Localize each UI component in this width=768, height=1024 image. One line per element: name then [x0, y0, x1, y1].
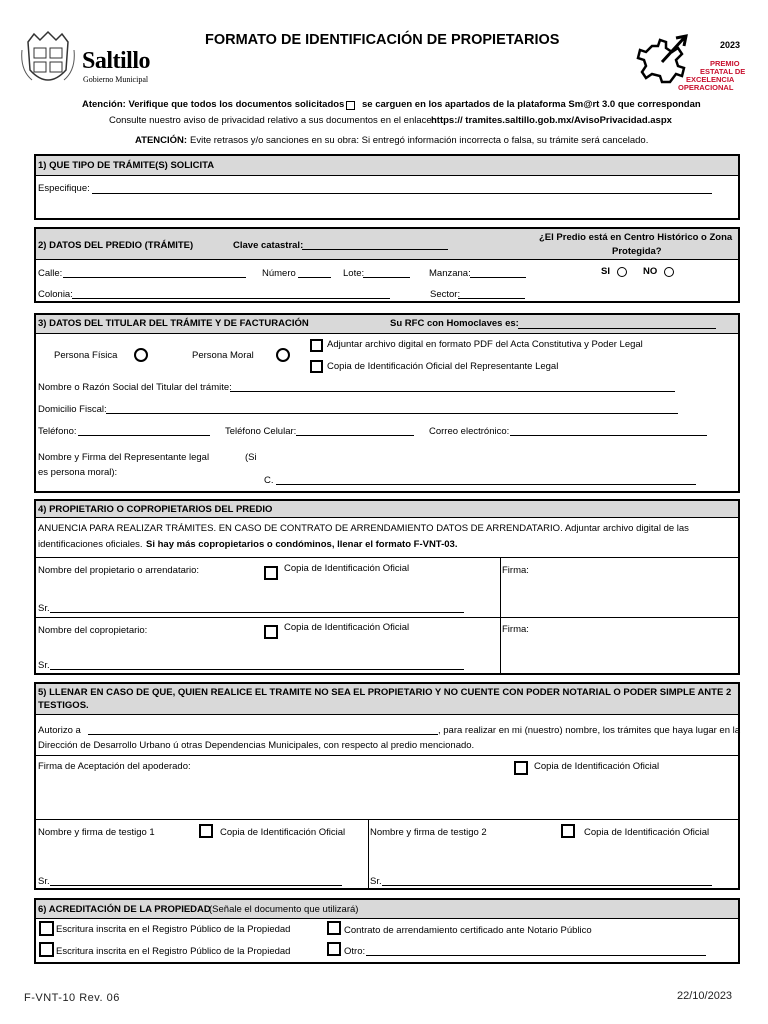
escritura-2-checkbox[interactable]	[39, 942, 54, 957]
persona-fisica-radio[interactable]	[134, 348, 148, 362]
direccion-text: Dirección de Desarrollo Urbano ú otras Dependencias Municipales, con respecto al predio mencionado.	[38, 740, 475, 751]
lote-label: Lote:	[343, 268, 365, 279]
correo-label: Correo electrónico:	[429, 426, 510, 437]
firma-apoderado-label: Firma de Aceptación del apoderado:	[38, 761, 191, 772]
section-4	[34, 499, 740, 675]
autorizo-field[interactable]	[88, 734, 438, 735]
representante-si: (Si	[245, 452, 257, 463]
testigo-2-field[interactable]	[382, 885, 712, 886]
otro-checkbox[interactable]	[327, 942, 341, 956]
propietario-sr: Sr.	[38, 603, 50, 614]
copropietario-label: Nombre del copropietario:	[38, 625, 148, 636]
centro-question-2: Protegida?	[612, 246, 662, 257]
notice-2a: Consulte nuestro aviso de privacidad relativo a sus documentos en el enlace:	[109, 115, 435, 126]
nombre-titular-field[interactable]	[230, 391, 675, 392]
especifique-label: Especifique:	[38, 183, 90, 194]
numero-field[interactable]	[298, 277, 331, 278]
form-code: F-VNT-10 Rev. 06	[24, 992, 120, 1004]
saltillo-logo	[20, 30, 180, 90]
celular-label: Teléfono Celular:	[225, 426, 297, 437]
telefono-field[interactable]	[78, 435, 210, 436]
acta-constitutiva-label: Adjuntar archivo digital en formato PDF del Acta Constitutiva y Poder Legal	[327, 339, 643, 350]
form-date: 22/10/2023	[677, 990, 733, 1002]
apoderado-copia-checkbox[interactable]	[514, 761, 528, 775]
numero-label: Número	[262, 268, 296, 279]
copropietario-firma-label: Firma:	[502, 624, 529, 635]
calle-field[interactable]	[63, 277, 246, 278]
telefono-label: Teléfono:	[38, 426, 77, 437]
section-3	[34, 313, 740, 493]
no-label: NO	[643, 266, 658, 277]
rfc-label: Su RFC con Homoclaves es:	[390, 318, 519, 329]
award-line-4: OPERACIONAL	[678, 83, 734, 92]
persona-fisica-label: Persona Física	[54, 350, 118, 361]
sector-label: Sector:	[430, 289, 461, 300]
para-text: , para realizar en mi (nuestro) nombre, los trámites que haya lugar en la	[438, 725, 741, 736]
testigo-1-label: Nombre y firma de testigo 1	[38, 827, 155, 838]
testigo-2-label: Nombre y firma de testigo 2	[370, 827, 487, 838]
representante-label-1: Nombre y Firma del Representante legal	[38, 452, 210, 463]
clave-field[interactable]	[302, 249, 448, 250]
especifique-field[interactable]	[92, 193, 712, 194]
manzana-label: Manzana:	[429, 268, 471, 279]
copropietario-copia-label: Copia de Identificación Oficial	[284, 622, 410, 633]
si-label: SI	[601, 266, 610, 277]
sector-field[interactable]	[458, 298, 525, 299]
escritura-1-checkbox[interactable]	[39, 921, 54, 936]
testigo-1-copia-checkbox[interactable]	[199, 824, 213, 838]
copia-rep-checkbox[interactable]	[310, 360, 323, 373]
section-2	[34, 227, 740, 303]
representante-label-2: es persona moral):	[38, 467, 118, 478]
notice-3b: Evite retrasos y/o sanciones en su obra: Si entregó información incorrecta o falsa, su trámite será cancelado.	[190, 135, 649, 146]
persona-moral-label: Persona Moral	[192, 350, 254, 361]
section-5	[34, 682, 740, 890]
award-logo	[632, 28, 747, 98]
propietario-label: Nombre del propietario o arrendatario:	[38, 565, 200, 576]
notice-1b: se carguen en los apartados de la plataforma Sm@rt 3.0 que correspondan	[362, 99, 701, 110]
section-4-title: 4) PROPIETARIO O COPROPIETARIOS DEL PREDIO	[38, 504, 273, 515]
logo-subtitle: Gobierno Municipal	[83, 75, 149, 84]
apoderado-copia-label: Copia de Identificación Oficial	[534, 761, 660, 772]
testigo-2-sr: Sr.	[370, 876, 382, 887]
notice-box-icon	[346, 101, 355, 110]
manzana-field[interactable]	[470, 277, 526, 278]
contrato-checkbox[interactable]	[327, 921, 341, 935]
award-year: 2023	[720, 40, 741, 50]
testigo-1-field[interactable]	[50, 885, 342, 886]
propietario-firma-label: Firma:	[502, 565, 529, 576]
copia-rep-label: Copia de Identificación Oficial del Representante Legal	[327, 361, 559, 372]
award-line-2: ESTATAL DE	[700, 67, 746, 76]
section-2-title: 2) DATOS DEL PREDIO (TRÁMITE)	[38, 240, 194, 251]
testigo-1-copia-label: Copia de Identificación Oficial	[220, 827, 346, 838]
coat-of-arms-icon	[20, 30, 76, 92]
persona-moral-radio[interactable]	[276, 348, 290, 362]
testigo-2-copia-label: Copia de Identificación Oficial	[584, 827, 710, 838]
section-5-title-1: 5) LLENAR EN CASO DE QUE, QUIEN REALICE EL TRAMITE NO SEA EL PROPIETARIO Y NO CUENTE CON PODER NOTARIAL O PODER SIMPLE ANTE 2	[38, 687, 732, 698]
section-4-text-2b: Si hay más copropietarios o condóminos, llenar el formato F-VNT-03.	[146, 539, 458, 550]
testigo-2-copia-checkbox[interactable]	[561, 824, 575, 838]
logo-name: Saltillo	[82, 48, 151, 74]
notice-1a: Atención: Verifique que todos los documentos solicitados	[82, 99, 345, 110]
propietario-copia-label: Copia de Identificación Oficial	[284, 563, 410, 574]
representante-c: C.	[264, 475, 274, 486]
copropietario-sr: Sr.	[38, 660, 50, 671]
copropietario-copia-checkbox[interactable]	[264, 625, 278, 639]
domicilio-field[interactable]	[106, 413, 678, 414]
privacy-link[interactable]: https:// tramites.saltillo.gob.mx/AvisoPrivacidad.aspx	[431, 115, 672, 126]
section-1	[34, 154, 740, 220]
domicilio-label: Domicilio Fiscal:	[38, 404, 107, 415]
award-line-1: PREMIO	[710, 59, 740, 68]
escritura-2-label: Escritura inscrita en el Registro Público de la Propiedad	[56, 946, 291, 957]
section-3-title: 3) DATOS DEL TITULAR DEL TRÁMITE Y DE FACTURACIÓN	[38, 318, 309, 329]
otro-label: Otro:	[344, 946, 366, 957]
nombre-titular-label: Nombre o Razón Social del Titular del trámite:	[38, 382, 232, 393]
notice-3a: ATENCIÓN:	[135, 135, 188, 146]
correo-field[interactable]	[510, 435, 707, 436]
colonia-field[interactable]	[72, 298, 390, 299]
propietario-copia-checkbox[interactable]	[264, 566, 278, 580]
rfc-field[interactable]	[518, 328, 716, 329]
section-1-title: 1) QUE TIPO DE TRÁMITE(S) SOLICITA	[38, 160, 215, 171]
otro-field[interactable]	[366, 955, 706, 956]
celular-field[interactable]	[296, 435, 414, 436]
acta-constitutiva-checkbox[interactable]	[310, 339, 323, 352]
escritura-1-label: Escritura inscrita en el Registro Público de la Propiedad	[56, 924, 291, 935]
centro-question-1: ¿El Predio está en Centro Histórico o Zona	[539, 232, 733, 243]
page-title: FORMATO DE IDENTIFICACIÓN DE PROPIETARIOS	[205, 32, 560, 48]
section-5-title-2: TESTIGOS.	[38, 700, 89, 711]
section-6-title: 6) ACREDITACIÓN DE LA PROPIEDAD	[38, 904, 211, 915]
copropietario-name-field[interactable]	[50, 669, 464, 670]
section-4-text-1: ANUENCIA PARA REALIZAR TRÁMITES. EN CASO DE CONTRATO DE ARRENDAMIENTO DATOS DE ARRENDATARIO. Adjuntar archivo digital de las	[38, 523, 689, 534]
testigo-1-sr: Sr.	[38, 876, 50, 887]
autorizo-label: Autorizo a	[38, 725, 81, 736]
clave-label: Clave catastral:	[233, 240, 304, 251]
contrato-label: Contrato de arrendamiento certificado ante Notario Público	[344, 925, 592, 936]
section-6-subtitle: (Señale el documento que utilizará)	[209, 904, 359, 915]
si-radio[interactable]	[617, 267, 627, 277]
propietario-name-field[interactable]	[50, 612, 464, 613]
no-radio[interactable]	[664, 267, 674, 277]
lote-field[interactable]	[363, 277, 410, 278]
representante-field[interactable]	[276, 484, 696, 485]
calle-label: Calle:	[38, 268, 63, 279]
section-4-text-2a: identificaciones oficiales.	[38, 539, 143, 550]
award-line-3: EXCELENCIA	[686, 75, 735, 84]
colonia-label: Colonia:	[38, 289, 73, 300]
section-6	[34, 898, 740, 964]
